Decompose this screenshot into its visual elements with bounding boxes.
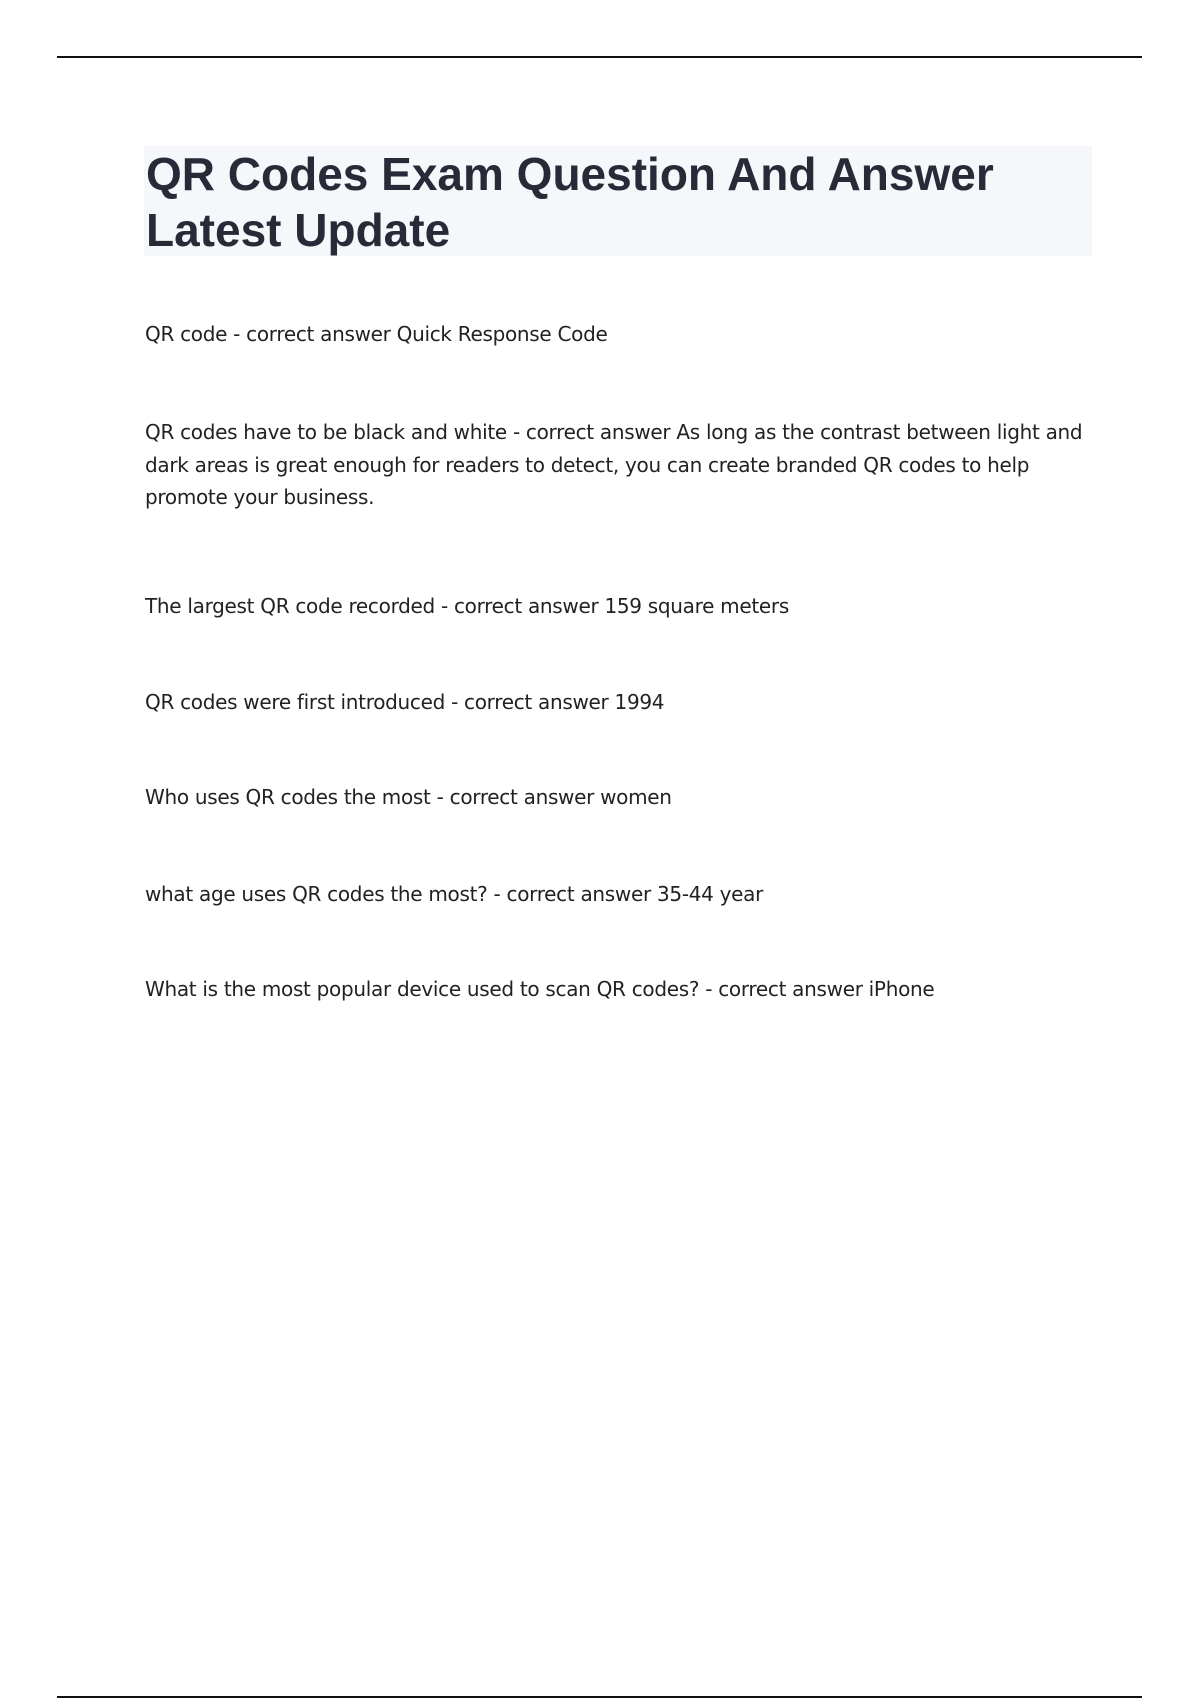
qa-item: QR codes were first introduced - correct answer 1994 <box>145 690 665 714</box>
bottom-rule <box>57 1696 1142 1698</box>
document-title: QR Codes Exam Question And Answer Latest Update <box>146 148 994 256</box>
qa-item: what age uses QR codes the most? - correct answer 35-44 year <box>145 882 764 906</box>
qa-item: QR code - correct answer Quick Response Code <box>145 322 608 346</box>
title-block <box>144 146 1092 256</box>
qa-item: QR codes have to be black and white - correct answer As long as the contrast between light and dark areas is great enough for readers to detect, you can create branded QR codes to help promote your business. <box>145 420 1083 509</box>
qa-item: What is the most popular device used to scan QR codes? - correct answer iPhone <box>145 977 935 1001</box>
top-rule <box>57 56 1142 58</box>
qa-item: Who uses QR codes the most - correct answer women <box>145 785 672 809</box>
qa-item: The largest QR code recorded - correct answer 159 square meters <box>145 594 789 618</box>
